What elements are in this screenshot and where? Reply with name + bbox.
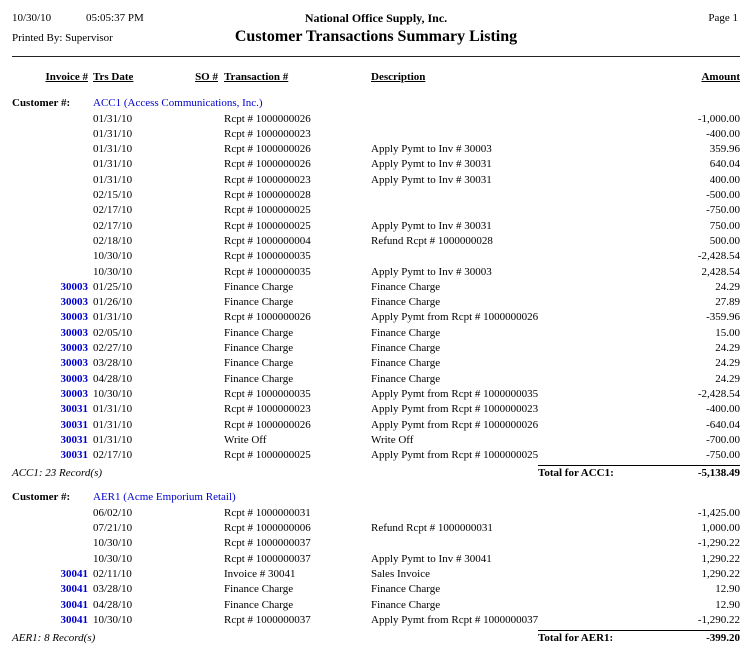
so-number <box>172 448 218 463</box>
customer-number-label: Customer #: <box>12 491 71 504</box>
invoice-number-link[interactable] <box>12 157 88 172</box>
transaction-number: Finance Charge <box>224 296 294 309</box>
transaction-description: Apply Pymt to Inv # 30031 <box>371 173 492 186</box>
transaction-description: Apply Pymt to Inv # 30003 <box>371 265 492 278</box>
customer-group <box>12 490 740 644</box>
transaction-amount: -400.00 <box>706 127 740 140</box>
transaction-date: 02/17/10 <box>93 219 133 232</box>
so-number <box>172 402 218 417</box>
transaction-number: Write Off <box>224 433 267 446</box>
transaction-row <box>12 112 740 127</box>
transaction-row <box>12 173 740 188</box>
transaction-row <box>12 567 740 582</box>
transaction-row <box>12 265 740 280</box>
invoice-number-link[interactable]: 30003 <box>60 372 88 385</box>
transaction-date: 01/31/10 <box>93 127 133 140</box>
customer-name-link[interactable]: ACC1 (Access Communications, Inc.) <box>93 97 263 110</box>
so-number <box>172 552 218 567</box>
so-number <box>172 112 218 127</box>
transaction-number: Rcpt # 1000000006 <box>224 522 311 535</box>
transaction-row <box>12 521 740 536</box>
column-header-invoice: Invoice # <box>45 71 88 83</box>
transaction-amount: -750.00 <box>706 449 740 462</box>
group-summary-row <box>12 630 740 644</box>
transaction-amount: -1,000.00 <box>697 112 740 125</box>
group-total-block <box>538 465 740 479</box>
so-number <box>172 142 218 157</box>
transaction-row <box>12 418 740 433</box>
customer-group <box>12 96 740 479</box>
invoice-number-link[interactable]: 30003 <box>60 296 88 309</box>
customer-header-row <box>12 490 740 505</box>
transaction-amount: -2,428.54 <box>697 250 740 263</box>
transaction-row <box>12 142 740 157</box>
invoice-number-link[interactable] <box>12 112 88 127</box>
transaction-date: 04/28/10 <box>93 372 133 385</box>
transaction-amount: -500.00 <box>706 189 740 202</box>
transaction-date: 01/31/10 <box>93 143 133 156</box>
transaction-number: Rcpt # 1000000035 <box>224 250 311 263</box>
transaction-amount: -1,290.22 <box>697 613 740 626</box>
so-number <box>172 521 218 536</box>
transaction-amount: 12.90 <box>715 598 740 611</box>
group-total-block <box>538 630 740 644</box>
invoice-number-link[interactable] <box>12 552 88 567</box>
transaction-date: 01/31/10 <box>93 158 133 171</box>
total-amount: -5,138.49 <box>697 467 740 480</box>
column-header-trs-date: Trs Date <box>93 71 134 83</box>
transaction-description: Apply Pymt from Rcpt # 1000000023 <box>371 403 539 416</box>
transaction-date: 10/30/10 <box>93 265 133 278</box>
transaction-description: Finance Charge <box>371 583 441 596</box>
record-count: ACC1: 23 Record(s) <box>12 467 103 480</box>
transaction-number: Finance Charge <box>224 357 294 370</box>
transaction-row <box>12 341 740 356</box>
transaction-number: Rcpt # 1000000035 <box>224 387 311 400</box>
transaction-date: 02/15/10 <box>93 189 133 202</box>
transaction-date: 03/28/10 <box>93 583 133 596</box>
transaction-number: Rcpt # 1000000023 <box>224 403 311 416</box>
so-number <box>172 203 218 218</box>
transaction-description: Apply Pymt from Rcpt # 1000000037 <box>371 613 539 626</box>
column-header-amount: Amount <box>701 71 740 83</box>
transaction-amount: -1,425.00 <box>697 506 740 519</box>
transaction-description: Apply Pymt to Inv # 30031 <box>371 219 492 232</box>
transaction-number: Rcpt # 1000000028 <box>224 189 311 202</box>
invoice-number-link[interactable] <box>12 536 88 551</box>
transaction-description: Apply Pymt from Rcpt # 1000000026 <box>371 311 539 324</box>
so-number <box>172 173 218 188</box>
total-label: Total for AER1: <box>538 632 614 645</box>
transaction-description: Finance Charge <box>371 372 441 385</box>
transaction-number: Invoice # 30041 <box>224 567 296 580</box>
transaction-number: Rcpt # 1000000035 <box>224 265 311 278</box>
so-number <box>172 249 218 264</box>
transaction-description: Finance Charge <box>371 342 441 355</box>
invoice-number-link[interactable] <box>12 173 88 188</box>
column-header-description: Description <box>371 71 426 83</box>
so-number <box>172 341 218 356</box>
transaction-amount: 24.29 <box>715 372 740 385</box>
transaction-row <box>12 536 740 551</box>
transaction-row <box>12 356 740 371</box>
so-number <box>172 506 218 521</box>
group-summary-row <box>12 465 740 479</box>
transaction-number: Rcpt # 1000000025 <box>224 219 311 232</box>
transaction-description: Write Off <box>371 433 414 446</box>
invoice-number-link[interactable] <box>12 506 88 521</box>
transaction-date: 01/31/10 <box>93 173 133 186</box>
transaction-row <box>12 188 740 203</box>
transaction-row <box>12 295 740 310</box>
transaction-number: Finance Charge <box>224 598 294 611</box>
so-number <box>172 234 218 249</box>
transaction-date: 02/18/10 <box>93 234 133 247</box>
transaction-number: Finance Charge <box>224 583 294 596</box>
transaction-number: Rcpt # 1000000023 <box>224 173 311 186</box>
invoice-number-link[interactable]: 30003 <box>60 342 88 355</box>
invoice-number-link[interactable]: 30041 <box>60 613 88 626</box>
transaction-description: Apply Pymt to Inv # 30041 <box>371 552 492 565</box>
transaction-amount: 400.00 <box>709 173 740 186</box>
transaction-date: 02/17/10 <box>93 449 133 462</box>
transaction-row <box>12 387 740 402</box>
invoice-number-link[interactable]: 30003 <box>60 311 88 324</box>
report-date: 10/30/10 <box>12 12 52 24</box>
transaction-date: 04/28/10 <box>93 598 133 611</box>
transaction-number: Rcpt # 1000000037 <box>224 552 311 565</box>
transaction-row <box>12 157 740 172</box>
transaction-date: 10/30/10 <box>93 613 133 626</box>
transaction-amount: 1,000.00 <box>701 522 740 535</box>
transaction-date: 01/31/10 <box>93 403 133 416</box>
invoice-number-link[interactable]: 30003 <box>60 280 88 293</box>
invoice-number-link[interactable]: 30031 <box>60 433 88 446</box>
transaction-amount: 1,290.22 <box>701 552 740 565</box>
invoice-number-link[interactable] <box>12 249 88 264</box>
transaction-number: Rcpt # 1000000026 <box>224 418 311 431</box>
transaction-description: Finance Charge <box>371 296 441 309</box>
total-amount: -399.20 <box>706 632 740 645</box>
transaction-row <box>12 372 740 387</box>
so-number <box>172 598 218 613</box>
invoice-number-link[interactable] <box>12 188 88 203</box>
report-header <box>12 8 740 57</box>
transaction-description <box>368 249 630 264</box>
so-number <box>172 387 218 402</box>
invoice-number-link[interactable] <box>12 142 88 157</box>
so-number <box>172 356 218 371</box>
transaction-number: Rcpt # 1000000026 <box>224 311 311 324</box>
invoice-number-link[interactable] <box>12 219 88 234</box>
transaction-amount: 2,428.54 <box>701 265 740 278</box>
transaction-date: 02/11/10 <box>93 567 132 580</box>
transaction-amount: -400.00 <box>706 403 740 416</box>
transaction-description: Finance Charge <box>371 326 441 339</box>
transaction-date: 03/28/10 <box>93 357 133 370</box>
transaction-number: Finance Charge <box>224 372 294 385</box>
transaction-row <box>12 506 740 521</box>
transaction-row <box>12 203 740 218</box>
transaction-number: Finance Charge <box>224 280 294 293</box>
transaction-row <box>12 448 740 463</box>
transaction-date: 01/31/10 <box>93 433 133 446</box>
transaction-date: 10/30/10 <box>93 250 133 263</box>
transaction-row <box>12 127 740 142</box>
so-number <box>172 372 218 387</box>
invoice-number-link[interactable]: 30041 <box>60 567 88 580</box>
invoice-number-link[interactable] <box>12 521 88 536</box>
transaction-rows <box>12 506 740 628</box>
transaction-number: Rcpt # 1000000037 <box>224 537 311 550</box>
transaction-date: 02/27/10 <box>93 342 133 355</box>
transaction-description: Refund Rcpt # 1000000028 <box>371 234 493 247</box>
transaction-amount: 1,290.22 <box>701 567 740 580</box>
transaction-description <box>368 536 630 551</box>
transaction-amount: 750.00 <box>709 219 740 232</box>
transaction-date: 10/30/10 <box>93 552 133 565</box>
transaction-row <box>12 280 740 295</box>
transaction-amount: 12.90 <box>715 583 740 596</box>
customer-name-link[interactable]: AER1 (Acme Emporium Retail) <box>93 491 236 504</box>
column-header-transaction: Transaction # <box>224 71 289 83</box>
transaction-amount: -1,290.22 <box>697 537 740 550</box>
transaction-date: 01/31/10 <box>93 112 133 125</box>
company-name: National Office Supply, Inc. <box>304 11 448 25</box>
transaction-description: Sales Invoice <box>371 567 430 580</box>
so-number <box>172 127 218 142</box>
report-time: 05:05:37 PM <box>86 12 144 24</box>
so-number <box>172 157 218 172</box>
transaction-date: 02/17/10 <box>93 204 133 217</box>
transaction-number: Rcpt # 1000000025 <box>224 204 311 217</box>
report-body <box>12 96 740 644</box>
transaction-row <box>12 234 740 249</box>
transaction-amount: 15.00 <box>715 326 740 339</box>
transaction-number: Rcpt # 1000000026 <box>224 112 311 125</box>
transaction-row <box>12 219 740 234</box>
record-count: AER1: 8 Record(s) <box>12 632 96 645</box>
transaction-description: Apply Pymt from Rcpt # 1000000025 <box>371 449 539 462</box>
report-title: Customer Transactions Summary Listing <box>234 28 518 45</box>
transaction-date: 10/30/10 <box>93 537 133 550</box>
so-number <box>172 433 218 448</box>
transaction-date: 06/02/10 <box>93 506 133 519</box>
invoice-number-link[interactable] <box>12 203 88 218</box>
transaction-date: 01/26/10 <box>93 296 133 309</box>
transaction-row <box>12 613 740 628</box>
transaction-amount: -640.04 <box>706 418 740 431</box>
transaction-row <box>12 552 740 567</box>
transaction-amount: 359.96 <box>709 143 740 156</box>
transaction-amount: -700.00 <box>706 433 740 446</box>
transaction-date: 07/21/10 <box>93 522 133 535</box>
transaction-number: Rcpt # 1000000023 <box>224 127 311 140</box>
transaction-description: Apply Pymt from Rcpt # 1000000035 <box>371 387 539 400</box>
transaction-row <box>12 326 740 341</box>
transaction-date: 01/25/10 <box>93 280 133 293</box>
transaction-description <box>368 127 630 142</box>
so-number <box>172 613 218 628</box>
invoice-number-link[interactable] <box>12 265 88 280</box>
so-number <box>172 567 218 582</box>
invoice-number-link[interactable]: 30031 <box>60 449 88 462</box>
invoice-number-link[interactable] <box>12 127 88 142</box>
customer-header-row <box>12 96 740 111</box>
transaction-description <box>368 188 630 203</box>
invoice-number-link[interactable]: 30041 <box>60 598 88 611</box>
transaction-number: Rcpt # 1000000037 <box>224 613 311 626</box>
transaction-date: 02/05/10 <box>93 326 133 339</box>
transaction-row <box>12 310 740 325</box>
transaction-amount: 500.00 <box>709 234 740 247</box>
transaction-amount: -359.96 <box>706 311 740 324</box>
transaction-description: Apply Pymt to Inv # 30031 <box>371 158 492 171</box>
printed-by: Printed By: Supervisor <box>12 32 113 44</box>
transaction-number: Rcpt # 1000000031 <box>224 506 311 519</box>
transaction-description: Refund Rcpt # 1000000031 <box>371 522 493 535</box>
transaction-date: 10/30/10 <box>93 387 133 400</box>
transaction-row <box>12 582 740 597</box>
invoice-number-link[interactable]: 30041 <box>60 583 88 596</box>
so-number <box>172 280 218 295</box>
invoice-number-link[interactable]: 30031 <box>60 418 88 431</box>
transaction-number: Rcpt # 1000000004 <box>224 234 311 247</box>
transaction-amount: -750.00 <box>706 204 740 217</box>
transaction-amount: 27.89 <box>715 296 740 309</box>
transaction-amount: 24.29 <box>715 280 740 293</box>
transaction-date: 01/31/10 <box>93 418 133 431</box>
transaction-amount: -2,428.54 <box>697 387 740 400</box>
invoice-number-link[interactable]: 30003 <box>60 326 88 339</box>
so-number <box>172 310 218 325</box>
page-number: Page 1 <box>708 12 738 24</box>
transaction-row <box>12 598 740 613</box>
so-number <box>172 295 218 310</box>
invoice-number-link[interactable]: 30003 <box>60 357 88 370</box>
transaction-amount: 24.29 <box>715 357 740 370</box>
so-number <box>172 418 218 433</box>
transaction-row <box>12 433 740 448</box>
so-number <box>172 188 218 203</box>
transaction-description <box>368 203 630 218</box>
transaction-number: Finance Charge <box>224 326 294 339</box>
transaction-number: Rcpt # 1000000026 <box>224 158 311 171</box>
transaction-row <box>12 402 740 417</box>
column-headers <box>12 70 740 85</box>
transaction-number: Rcpt # 1000000025 <box>224 449 311 462</box>
transaction-amount: 24.29 <box>715 342 740 355</box>
transaction-description: Finance Charge <box>371 598 441 611</box>
transaction-description <box>368 506 630 521</box>
transaction-description: Apply Pymt from Rcpt # 1000000026 <box>371 418 539 431</box>
transaction-description <box>368 112 630 127</box>
transaction-rows <box>12 112 740 464</box>
so-number <box>172 219 218 234</box>
customer-number-label: Customer #: <box>12 97 71 110</box>
so-number <box>172 265 218 280</box>
so-number <box>172 582 218 597</box>
transaction-description: Apply Pymt to Inv # 30003 <box>371 143 492 156</box>
invoice-number-link[interactable] <box>12 234 88 249</box>
transaction-amount: 640.04 <box>709 158 740 171</box>
column-header-so: SO # <box>195 71 218 83</box>
invoice-number-link[interactable]: 30003 <box>60 387 88 400</box>
total-label: Total for ACC1: <box>538 467 614 480</box>
transaction-description: Finance Charge <box>371 357 441 370</box>
so-number <box>172 326 218 341</box>
transaction-number: Finance Charge <box>224 342 294 355</box>
invoice-number-link[interactable]: 30031 <box>60 403 88 416</box>
transaction-date: 01/31/10 <box>93 311 133 324</box>
so-number <box>172 536 218 551</box>
transaction-number: Rcpt # 1000000026 <box>224 143 311 156</box>
transaction-description: Finance Charge <box>371 280 441 293</box>
transaction-row <box>12 249 740 264</box>
